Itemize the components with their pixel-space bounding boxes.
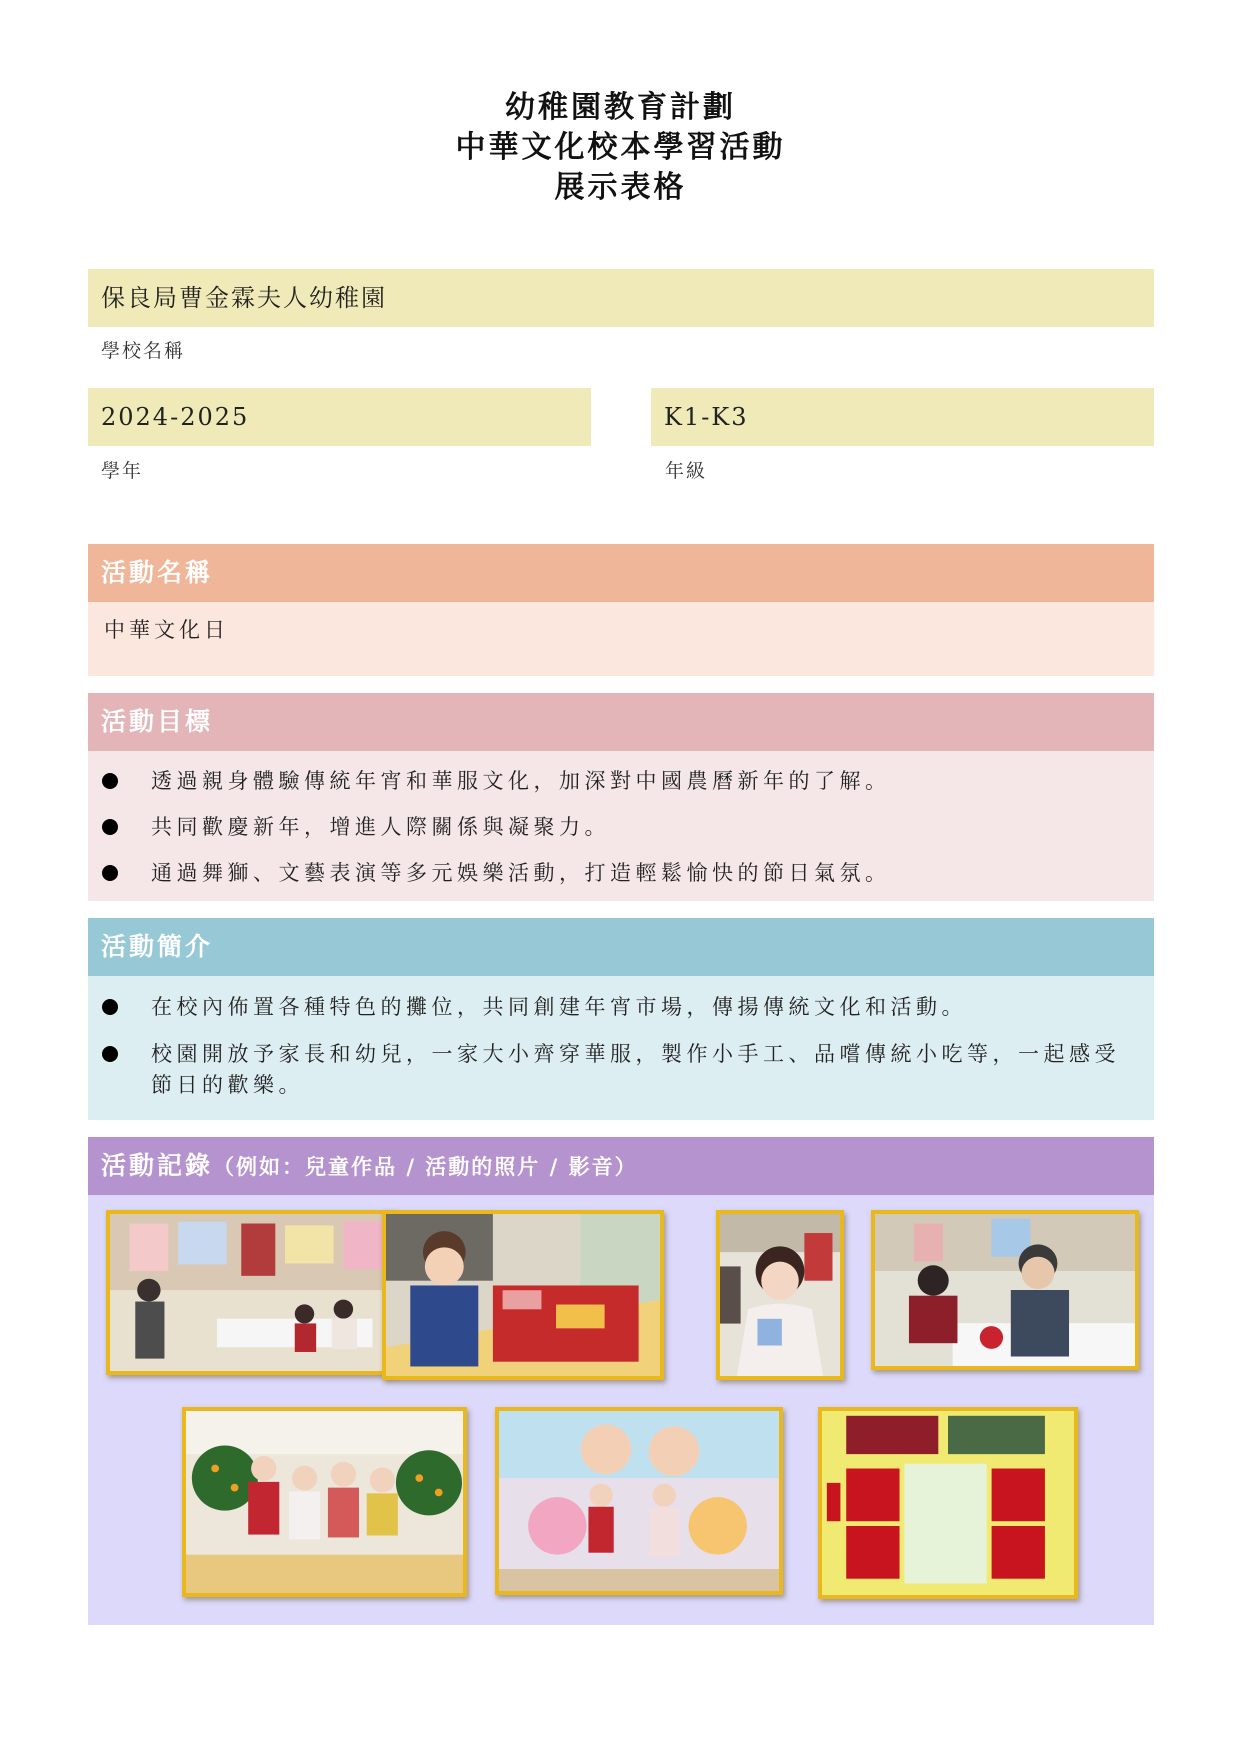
title-line-3: 展示表格 <box>554 170 687 205</box>
bullet-icon <box>102 865 118 881</box>
intro-header: 活動簡介 <box>88 918 1154 976</box>
children-photo-wall-photo <box>495 1407 783 1595</box>
title-line-2: 中華文化校本學習活動 <box>455 130 786 165</box>
list-item: 共同歡慶新年，增進人際關係與凝聚力。 <box>88 812 1154 843</box>
bullet-icon <box>102 1046 118 1062</box>
objectives-body <box>88 751 1154 901</box>
records-heading: 活動記錄 <box>101 1151 214 1180</box>
intro-list <box>88 992 1130 1101</box>
intro-body <box>88 976 1154 1120</box>
objectives-list <box>88 766 1154 889</box>
fu-calligraphy-board-photo <box>818 1407 1078 1599</box>
page-title <box>0 88 1241 208</box>
bullet-icon <box>102 819 118 835</box>
records-header <box>88 1137 1154 1195</box>
classroom-craft-photo <box>106 1210 396 1375</box>
school-name-field: 保良局曹金霖夫人幼稚園 <box>88 269 1154 327</box>
bullet-icon <box>102 999 118 1015</box>
girl-in-qipao-photo <box>716 1210 844 1380</box>
records-heading-note: （例如：兒童作品 / 活動的照片 / 影音） <box>213 1154 638 1179</box>
activity-name-body <box>88 602 1154 676</box>
activity-name-header: 活動名稱 <box>88 544 1154 602</box>
school-name-label: 學校名稱 <box>101 340 186 362</box>
child-at-stall-photo <box>382 1210 664 1380</box>
bullet-icon <box>102 773 118 789</box>
school-year-label: 學年 <box>101 460 144 482</box>
list-item: 校園開放予家長和幼兒，一家大小齊穿華服，製作小手工、品嚐傳統小吃等，一起感受節日的歡樂。 <box>88 1039 1130 1101</box>
title-line-1: 幼稚園教育計劃 <box>505 90 736 125</box>
list-item: 透過親身體驗傳統年宵和華服文化，加深對中國農曆新年的了解。 <box>88 766 1154 797</box>
school-year-field: 2024-2025 <box>88 388 591 446</box>
list-item: 在校內佈置各種特色的攤位，共同創建年宵市場，傳揚傳統文化和活動。 <box>88 992 1130 1023</box>
list-item: 通過舞獅、文藝表演等多元娛樂活動，打造輕鬆愉快的節日氣氛。 <box>88 858 1154 889</box>
records-body <box>88 1195 1154 1625</box>
children-in-costumes-photo <box>182 1407 467 1597</box>
objectives-header: 活動目標 <box>88 693 1154 751</box>
parent-child-craft-photo <box>871 1210 1139 1370</box>
grade-field: K1-K3 <box>651 388 1154 446</box>
grade-label: 年級 <box>665 460 708 482</box>
activity-name-value: 中華文化日 <box>104 618 229 642</box>
